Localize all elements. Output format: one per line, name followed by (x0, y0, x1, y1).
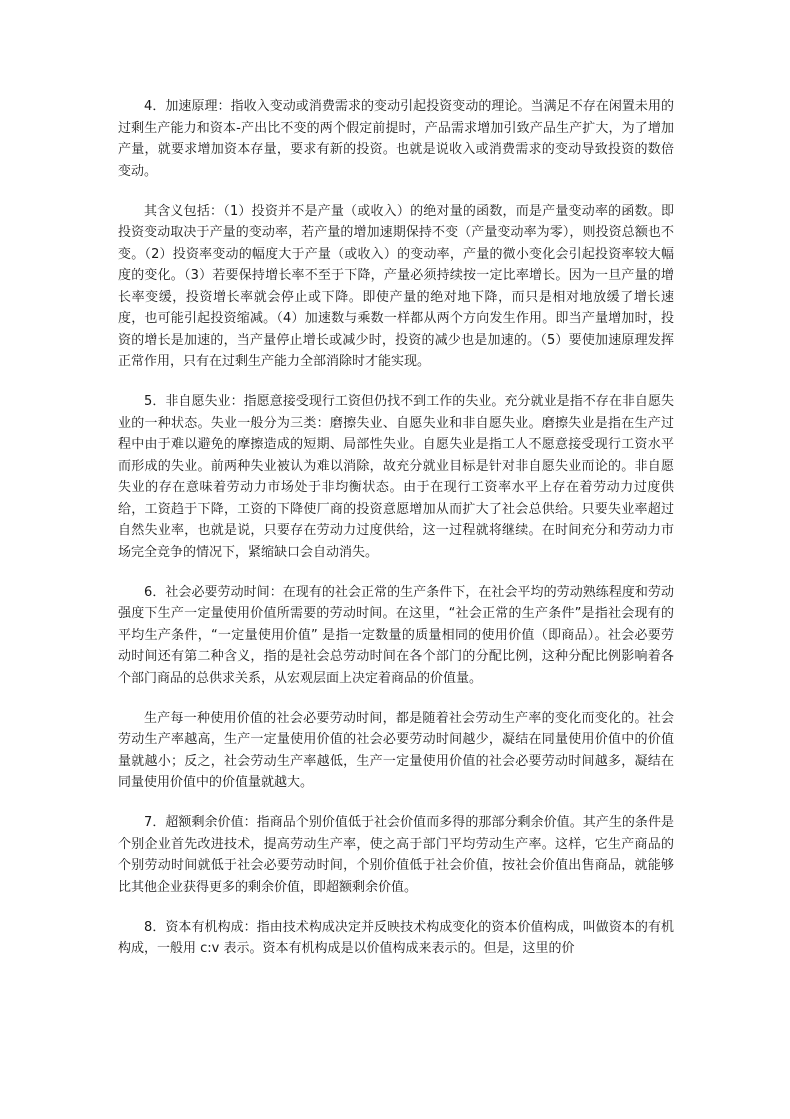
paragraph-acceleration-implications: 其含义包括：（1）投资并不是产量（或收入）的绝对量的函数，而是产量变动率的函数。即投资变动取决于产量的变动率，若产量的增加速期保持不变（产量变动率为零），则投资总额也不变。（2）投资率变动的幅度大于产量（或收入）的变动率，产量的微小变化会引起投资率较大幅度的变化。（3）若要保持增长率不至于下降，产量必须持续按一定比率增长。因为一旦产量的增长率变缓，投资增长率就会停止或下降。即使产量的绝对地下降，而只是相对地放缓了增长速度，也可能引起投资缩减。（4）加速数与乘数一样都从两个方向发生作用。即当产量增加时，投资的增长是加速的，当产量停止增长或减少时，投资的减少也是加速的。（5）要使加速原理发挥正常作用，只有在过剩生产能力全部消除时才能实现。 (118, 203, 674, 369)
paragraph-labor-productivity: 生产每一种使用价值的社会必要劳动时间，都是随着社会劳动生产率的变化而变化的。社会劳动生产率越高，生产一定量使用价值的社会必要劳动时间越少，凝结在同量使用价值中的价值量就越小；反之，社会劳动生产率越低，生产一定量使用价值的社会必要劳动时间越多，凝结在同量使用价值中的价值量就越大。 (118, 710, 674, 790)
paragraph-organic-composition-of-capital: 8．资本有机构成：指由技术构成决定并反映技术构成变化的资本价值构成，叫做资本的有机构成，一般用 c:v 表示。资本有机构成是以价值构成来表示的。但是，这里的价 (118, 919, 674, 956)
paragraph-socially-necessary-labor-time: 6．社会必要劳动时间：在现有的社会正常的生产条件下，在社会平均的劳动熟练程度和劳动强度下生产一定量使用价值所需要的劳动时间。在这里，“社会正常的生产条件”是指社会现有的平均生产条件，“一定量使用价值” 是指一定数量的质量相同的使用价值（即商品）。社会必要劳动时间还有第二种含义，指的是社会总劳动时间在各个部门的分配比例，这种分配比例影响着各个部门商品的总供求关系，从宏观层面上决定着商品的价值量。 (118, 584, 674, 686)
paragraph-excess-surplus-value: 7．超额剩余价值：指商品个别价值低于社会价值而多得的那部分剩余价值。其产生的条件是个别企业首先改进技术，提高劳动生产率，使之高于部门平均劳动生产率。这样，它生产商品的个别劳动时间就低于社会必要劳动时间，个别价值低于社会价值，按社会价值出售商品，就能够比其他企业获得更多的剩余价值，即超额剩余价值。 (118, 815, 674, 895)
paragraph-involuntary-unemployment: 5．非自愿失业：指愿意接受现行工资但仍找不到工作的失业。充分就业是指不存在非自愿失业的一种状态。失业一般分为三类：磨擦失业、自愿失业和非自愿失业。磨擦失业是指在生产过程中由于难以避免的摩擦造成的短期、局部性失业。自愿失业是指工人不愿意接受现行工资水平而形成的失业。前两种失业被认为难以消除，故充分就业目标是针对非自愿失业而论的。非自愿失业的存在意味着劳动力市场处于非均衡状态。由于在现行工资率水平上存在着劳动力过度供给，工资趋于下降，工资的下降使厂商的投资意愿增加从而扩大了社会总供给。只要失业率超过自然失业率，也就是说，只要存在劳动力过度供给，这一过程就将继续。在时间充分和劳动力市场完全竞争的情况下，紧缩缺口会自动消失。 (118, 394, 674, 560)
paragraph-acceleration-principle: 4．加速原理：指收入变动或消费需求的变动引起投资变动的理论。当满足不存在闲置未用的过剩生产能力和资本-产出比不变的两个假定前提时，产品需求增加引致产品生产扩大，为了增加产量，就要求增加资本存量，要求有新的投资。也就是说收入或消费需求的变动导致投资的数倍变动。 (118, 99, 674, 179)
document-page (118, 96, 674, 960)
